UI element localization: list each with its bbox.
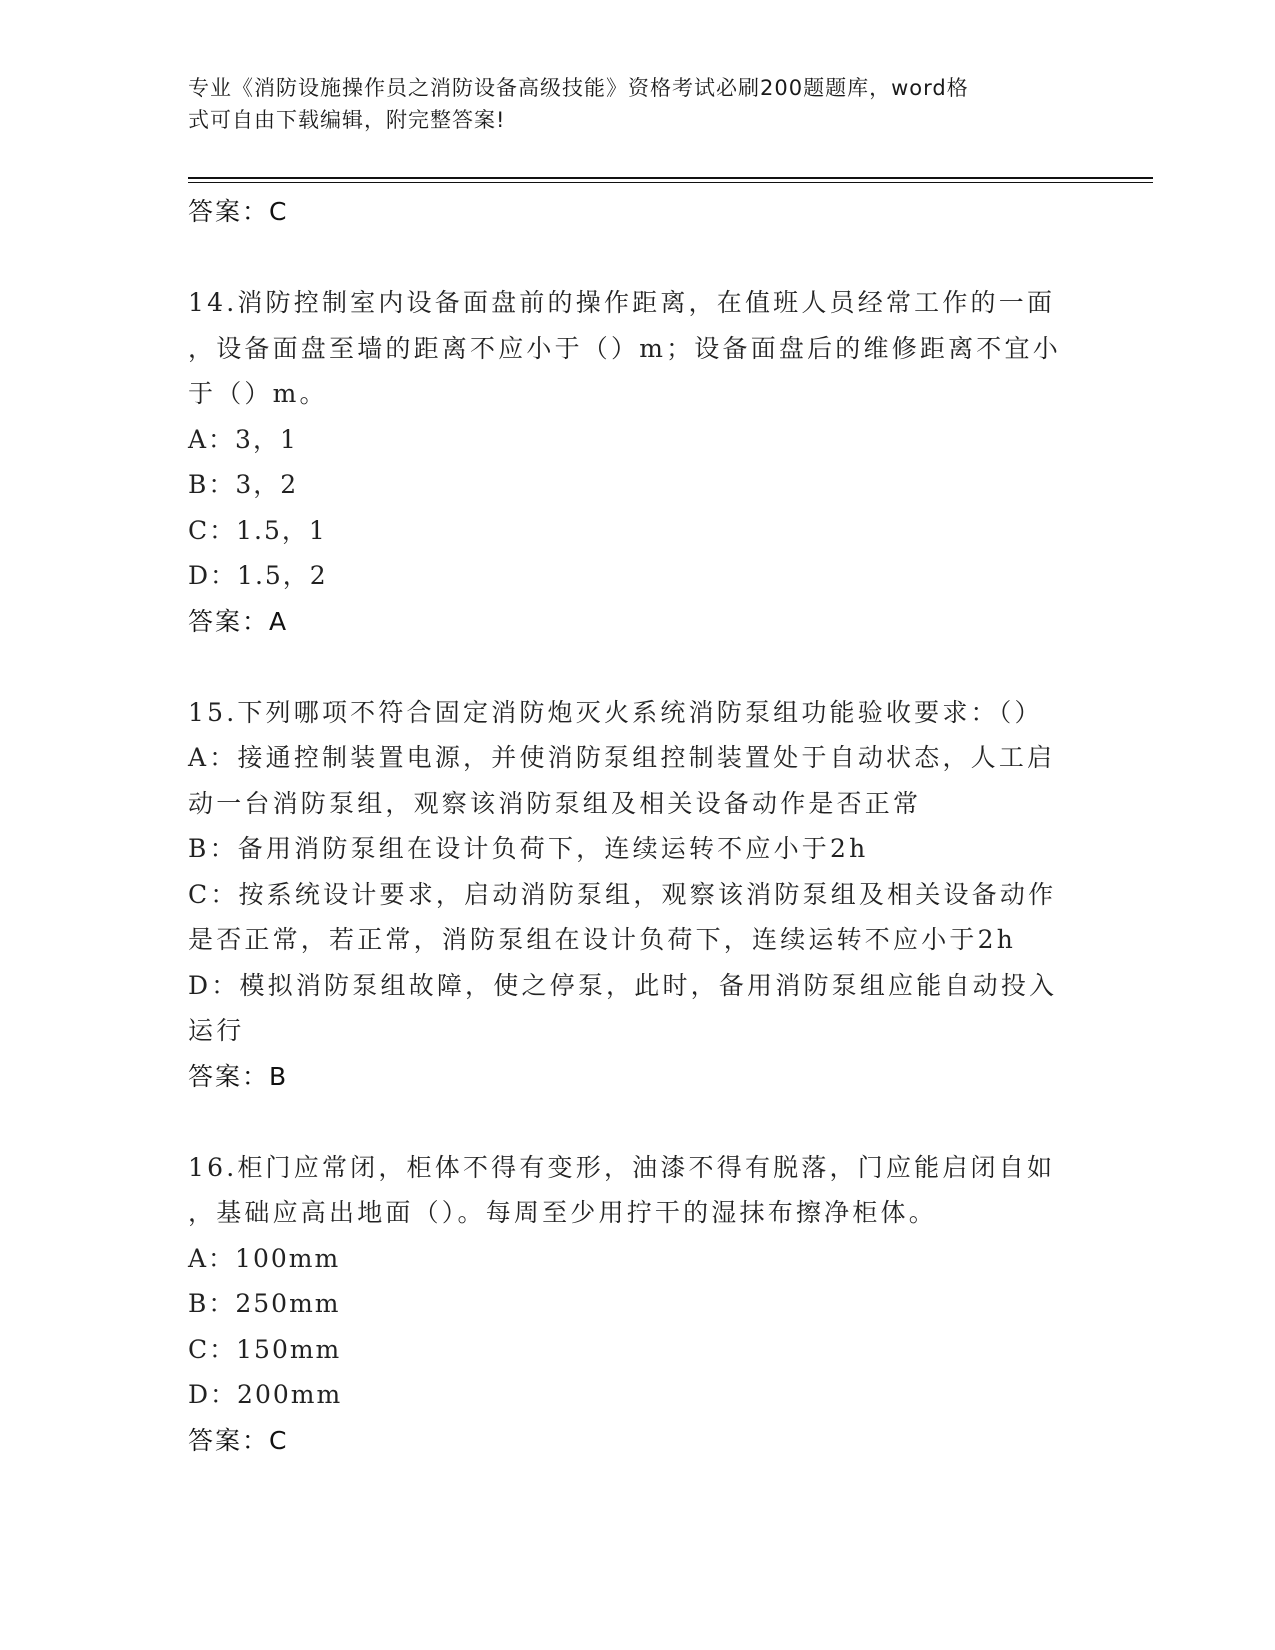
option-a: A：3，1 [188, 424, 298, 454]
document-header [188, 72, 1068, 136]
question-text-line: ，设备面盘至墙的距离不应小于（）m；设备面盘后的维修距离不宜小 [188, 333, 1061, 363]
question-text-line: 于（）m。 [188, 379, 328, 408]
answer-line [188, 599, 1088, 645]
question-text-line: D：模拟消防泵组故障，使之停泵，此时，备用消防泵组应能自动投入 [188, 970, 1058, 1000]
question-text-line: C：按系统设计要求，启动消防泵组，观察该消防泵组及相关设备动作 [188, 879, 1057, 909]
answer-label: 答案： [188, 1061, 270, 1091]
header-line: 式可自由下载编辑，附完整答案! [188, 108, 506, 132]
spacer [188, 1100, 1088, 1145]
question-list [188, 189, 1088, 1464]
question-block [188, 690, 1088, 1100]
option-c: C：1.5，1 [188, 515, 327, 545]
question-block [188, 1145, 1088, 1464]
question-text-line: 运行 [188, 1016, 245, 1045]
question-text-line: ，基础应高出地面（）。每周至少用拧干的湿抹布擦净柜体。 [188, 1198, 937, 1227]
header-divider-thin [188, 182, 1153, 183]
answer-line [188, 1418, 1088, 1464]
header-divider-thick [188, 177, 1153, 179]
spacer [188, 645, 1088, 690]
question-block [188, 280, 1088, 645]
header-line: 专业《消防设施操作员之消防设备高级技能》资格考试必刷200题题库，word格 [188, 76, 969, 100]
question-text-line: 14.消防控制室内设备面盘前的操作距离，在值班人员经常工作的一面 [188, 288, 1056, 317]
option-d: D：200mm [188, 1380, 343, 1409]
answer-value: C [269, 1425, 287, 1455]
question-text-line: 16.柜门应常闭，柜体不得有变形，油漆不得有脱落，门应能启闭自如 [188, 1152, 1056, 1182]
answer-label: 答案： [188, 606, 270, 636]
option-b: B：250mm [188, 1289, 341, 1318]
question-text-line: A：接通控制装置电源，并使消防泵组控制装置处于自动状态，人工启 [188, 743, 1056, 772]
answer-line [188, 1054, 1088, 1100]
spacer [188, 235, 1088, 280]
option-b: B：3，2 [188, 470, 299, 499]
answer-label: 答案： [188, 197, 270, 226]
option-c: C：150mm [188, 1334, 342, 1364]
answer-value: B [269, 1061, 287, 1091]
answer-line [188, 189, 1088, 235]
answer-value: A [269, 606, 287, 636]
question-text-line: 动一台消防泵组，观察该消防泵组及相关设备动作是否正常 [188, 788, 922, 818]
question-text-line: B：备用消防泵组在设计负荷下，连续运转不应小于2h [188, 834, 869, 863]
answer-label: 答案： [188, 1425, 270, 1455]
question-text-line: 15.下列哪项不符合固定消防炮灭火系统消防泵组功能验收要求：（） [188, 697, 1043, 727]
answer-value: C [269, 197, 287, 226]
question-text-line: 是否正常，若正常，消防泵组在设计负荷下，连续运转不应小于2h [188, 925, 1017, 954]
option-a: A：100mm [188, 1243, 341, 1273]
option-d: D：1.5，2 [188, 561, 328, 590]
